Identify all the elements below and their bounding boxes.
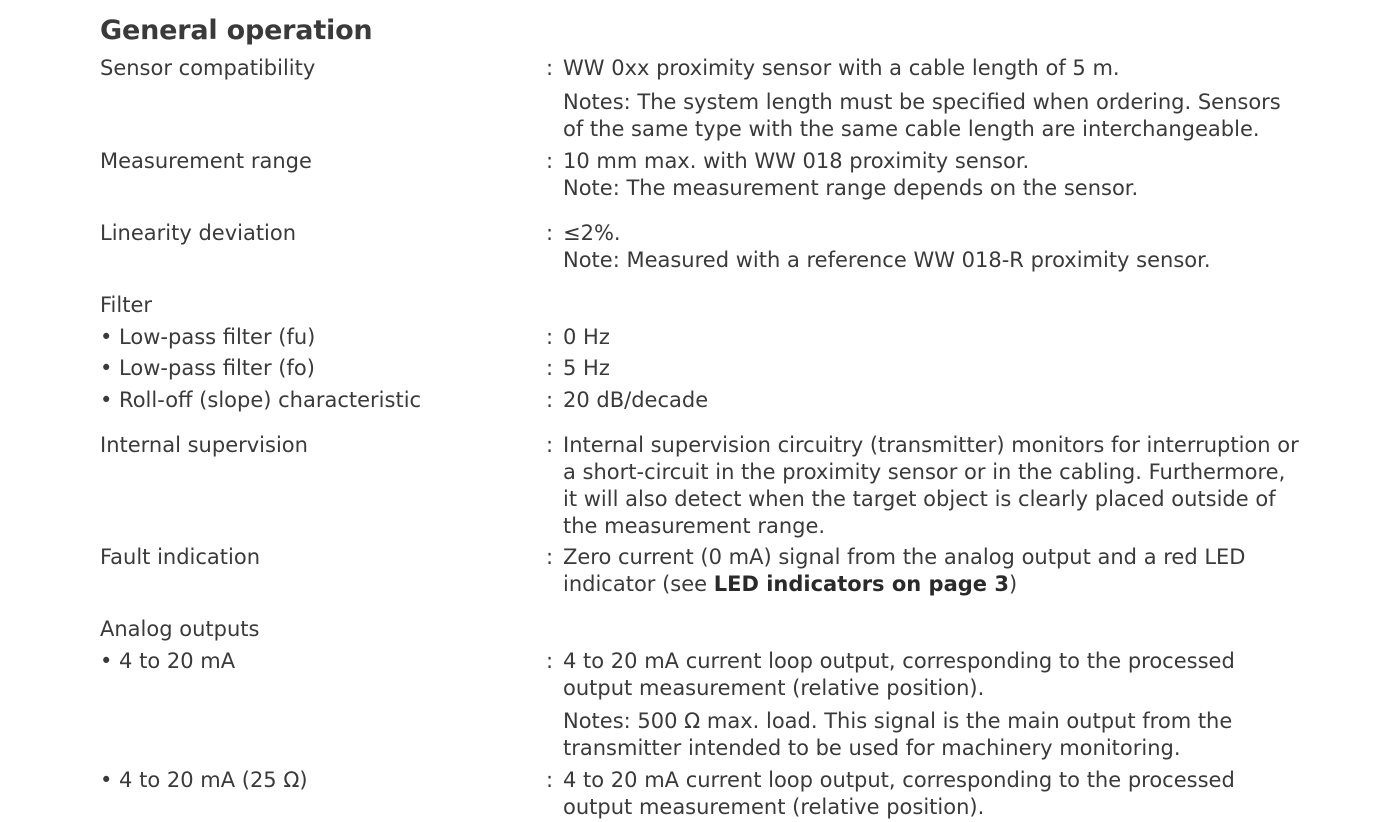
separator: : bbox=[546, 221, 554, 245]
note-sensor-compatibility bbox=[563, 89, 1293, 143]
value-line: output measurement (relative position). bbox=[563, 676, 985, 700]
separator: : bbox=[546, 356, 554, 380]
note-line: Notes: The system length must be specified when ordering. Sensors bbox=[563, 90, 1281, 114]
note-4-20-ma bbox=[563, 708, 1293, 762]
value-line: Zero current (0 mA) signal from the analog output and a red LED bbox=[563, 545, 1246, 569]
separator: : bbox=[546, 433, 554, 457]
label-internal-supervision: Internal supervision bbox=[100, 433, 308, 457]
note-line: Note: Measured with a reference WW 018-R proximity sensor. bbox=[563, 248, 1211, 272]
label-4-20-ma: • 4 to 20 mA bbox=[100, 649, 236, 673]
value-line: Internal supervision circuitry (transmitter) monitors for interruption or bbox=[563, 433, 1299, 457]
value-line: output measurement (relative position). bbox=[563, 795, 985, 819]
value-line: 4 to 20 mA current loop output, corresponding to the processed bbox=[563, 649, 1235, 673]
value-internal-supervision bbox=[563, 432, 1299, 540]
label-fault-indication: Fault indication bbox=[100, 545, 261, 569]
separator: : bbox=[546, 56, 554, 80]
value-roll-off: 20 dB/decade bbox=[563, 388, 709, 412]
separator: : bbox=[546, 149, 554, 173]
note-line: Note: The measurement range depends on the sensor. bbox=[563, 176, 1139, 200]
section-title: General operation bbox=[100, 15, 373, 46]
label-4-20-ma-25-ohm: • 4 to 20 mA (25 Ω) bbox=[100, 768, 308, 792]
value-text: indicator (see bbox=[563, 572, 714, 596]
value-linearity-deviation bbox=[563, 220, 1293, 274]
value-sensor-compatibility: WW 0xx proximity sensor with a cable length of 5 m. bbox=[563, 56, 1120, 80]
label-measurement-range: Measurement range bbox=[100, 149, 312, 173]
value-line: 10 mm max. with WW 018 proximity sensor. bbox=[563, 149, 1030, 173]
value-line: the measurement range. bbox=[563, 514, 826, 538]
label-analog-outputs: Analog outputs bbox=[100, 617, 260, 641]
value-low-pass-fo: 5 Hz bbox=[563, 356, 610, 380]
separator: : bbox=[546, 388, 554, 412]
label-filter: Filter bbox=[100, 293, 153, 317]
label-low-pass-fo: • Low-pass filter (fo) bbox=[100, 356, 315, 380]
value-line: 4 to 20 mA current loop output, corresponding to the processed bbox=[563, 768, 1235, 792]
note-line: of the same type with the same cable length are interchangeable. bbox=[563, 117, 1260, 141]
value-line: it will also detect when the target object is clearly placed outside of bbox=[563, 487, 1276, 511]
label-low-pass-fu: • Low-pass filter (fu) bbox=[100, 325, 316, 349]
separator: : bbox=[546, 545, 554, 569]
value-line bbox=[563, 571, 1293, 598]
value-line: ≤2%. bbox=[563, 221, 621, 245]
label-linearity-deviation: Linearity deviation bbox=[100, 221, 297, 245]
value-line: a short-circuit in the proximity sensor or in the cabling. Furthermore, bbox=[563, 460, 1286, 484]
note-line: Notes: 500 Ω max. load. This signal is the main output from the bbox=[563, 709, 1233, 733]
value-low-pass-fu: 0 Hz bbox=[563, 325, 610, 349]
label-roll-off: • Roll-off (slope) characteristic bbox=[100, 388, 422, 412]
separator: : bbox=[546, 768, 554, 792]
value-4-20-ma bbox=[563, 648, 1293, 702]
value-fault-indication bbox=[563, 544, 1293, 598]
value-text: ) bbox=[1008, 572, 1018, 596]
note-line: transmitter intended to be used for machinery monitoring. bbox=[563, 736, 1181, 760]
value-4-20-ma-25-ohm bbox=[563, 767, 1293, 821]
led-indicators-link[interactable]: LED indicators on page 3 bbox=[713, 572, 1009, 596]
separator: : bbox=[546, 649, 554, 673]
label-sensor-compatibility: Sensor compatibility bbox=[100, 56, 316, 80]
value-measurement-range bbox=[563, 148, 1293, 202]
separator: : bbox=[546, 325, 554, 349]
